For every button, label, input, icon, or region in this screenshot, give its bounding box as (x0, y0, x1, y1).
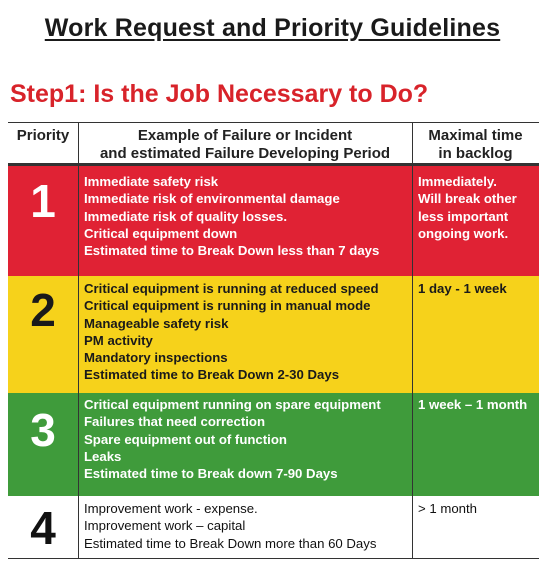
example-item: Spare equipment out of function (84, 431, 287, 447)
priority-row-4 (8, 496, 539, 559)
row-max-time: 1 week – 1 month (418, 397, 528, 412)
row-max-time: 1 day - 1 week (418, 281, 507, 296)
priority-number: 3 (30, 404, 56, 456)
example-item: Critical equipment down (84, 225, 238, 241)
header-maximal-time: Maximal time in backlog (428, 127, 523, 162)
example-item: Mandatory inspections (84, 350, 228, 366)
header-divider (78, 123, 79, 165)
priority-number: 4 (30, 502, 56, 554)
priority-row-1 (8, 166, 539, 276)
priority-row-2 (8, 276, 539, 393)
example-item: Estimated time to Break down 7-90 Days (84, 466, 338, 482)
column-divider (78, 276, 79, 393)
column-divider (412, 276, 413, 393)
page-title: Work Request and Priority Guidelines (44, 14, 501, 42)
example-item: PM activity (84, 332, 153, 348)
example-item: Manageable safety risk (84, 315, 229, 331)
example-item: Critical equipment running on spare equipment (84, 397, 381, 412)
column-divider (78, 393, 79, 496)
row-examples (84, 280, 410, 384)
column-divider (78, 496, 79, 558)
example-item: Leaks (84, 448, 122, 464)
example-item: Estimated time to Break Down less than 7 days (84, 243, 380, 259)
header-divider (412, 123, 413, 165)
row-examples (84, 173, 410, 259)
column-divider (412, 496, 413, 558)
example-item: Estimated time to Break Down 2-30 Days (84, 367, 340, 383)
column-divider (78, 166, 79, 276)
example-item: Immediate risk of quality losses. (84, 208, 288, 224)
header-priority: Priority (16, 127, 70, 144)
column-divider (412, 393, 413, 496)
header-example: Example of Failure or Incident and estimated Failure Developing Period (99, 127, 391, 162)
example-item: Improvement work - expense. (84, 501, 258, 516)
example-item: Estimated time to Break Down more than 60 Days (84, 535, 377, 551)
example-item: Improvement work – capital (84, 518, 246, 534)
example-item: Critical equipment is running in manual mode (84, 298, 371, 314)
column-divider (412, 166, 413, 276)
priority-number: 2 (30, 284, 56, 336)
table-header (8, 122, 539, 165)
example-item: Critical equipment is running at reduced speed (84, 281, 379, 296)
row-max-time: > 1 month (418, 501, 478, 516)
row-examples (84, 500, 410, 552)
priority-number: 1 (30, 175, 56, 227)
priority-row-3 (8, 393, 539, 496)
example-item: Immediate safety risk (84, 174, 219, 189)
priority-table (8, 122, 539, 558)
example-item: Immediate risk of environmental damage (84, 191, 340, 207)
row-max-time: Immediately. Will break other less important ongoing work. (418, 174, 517, 241)
row-examples (84, 396, 410, 482)
example-item: Failures that need correction (84, 414, 266, 430)
step-heading: Step1: Is the Job Necessary to Do? (10, 80, 429, 108)
